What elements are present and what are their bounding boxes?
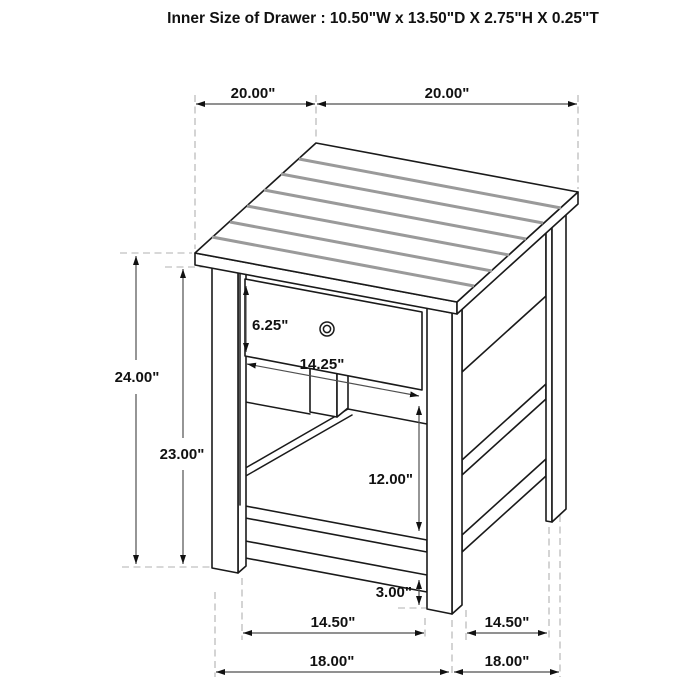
dim-top-width-right: 20.00": [424, 85, 470, 102]
dim-shelf-clearance: 12.00": [368, 471, 413, 488]
right-shelf-edge: [462, 384, 546, 475]
diagram-title: Inner Size of Drawer : 10.50"W x 13.50"D X 2.75"H X 0.25"T: [167, 10, 599, 27]
dim-height-overall: 24.00": [114, 369, 160, 386]
dim-front-base-width: 18.00": [309, 653, 355, 670]
leg-front-center: [427, 304, 462, 614]
dim-drawer-height: 6.25": [252, 317, 289, 334]
right-stretcher: [462, 459, 546, 552]
dim-front-inner-width: 14.50": [310, 614, 356, 631]
dim-side-inner-depth: 14.50": [484, 614, 530, 631]
leg-front-left: [212, 264, 246, 573]
dim-top-width-left: 20.00": [230, 85, 276, 102]
table-drawing: [195, 143, 578, 614]
dim-side-base-depth: 18.00": [484, 653, 530, 670]
shelf-front: [240, 505, 427, 592]
leg-back-right: [546, 214, 566, 522]
dim-leg-foot-height: 3.00": [375, 584, 412, 601]
dim-drawer-width: 14.25": [299, 356, 345, 373]
dim-height-under-top: 23.00": [159, 446, 205, 463]
